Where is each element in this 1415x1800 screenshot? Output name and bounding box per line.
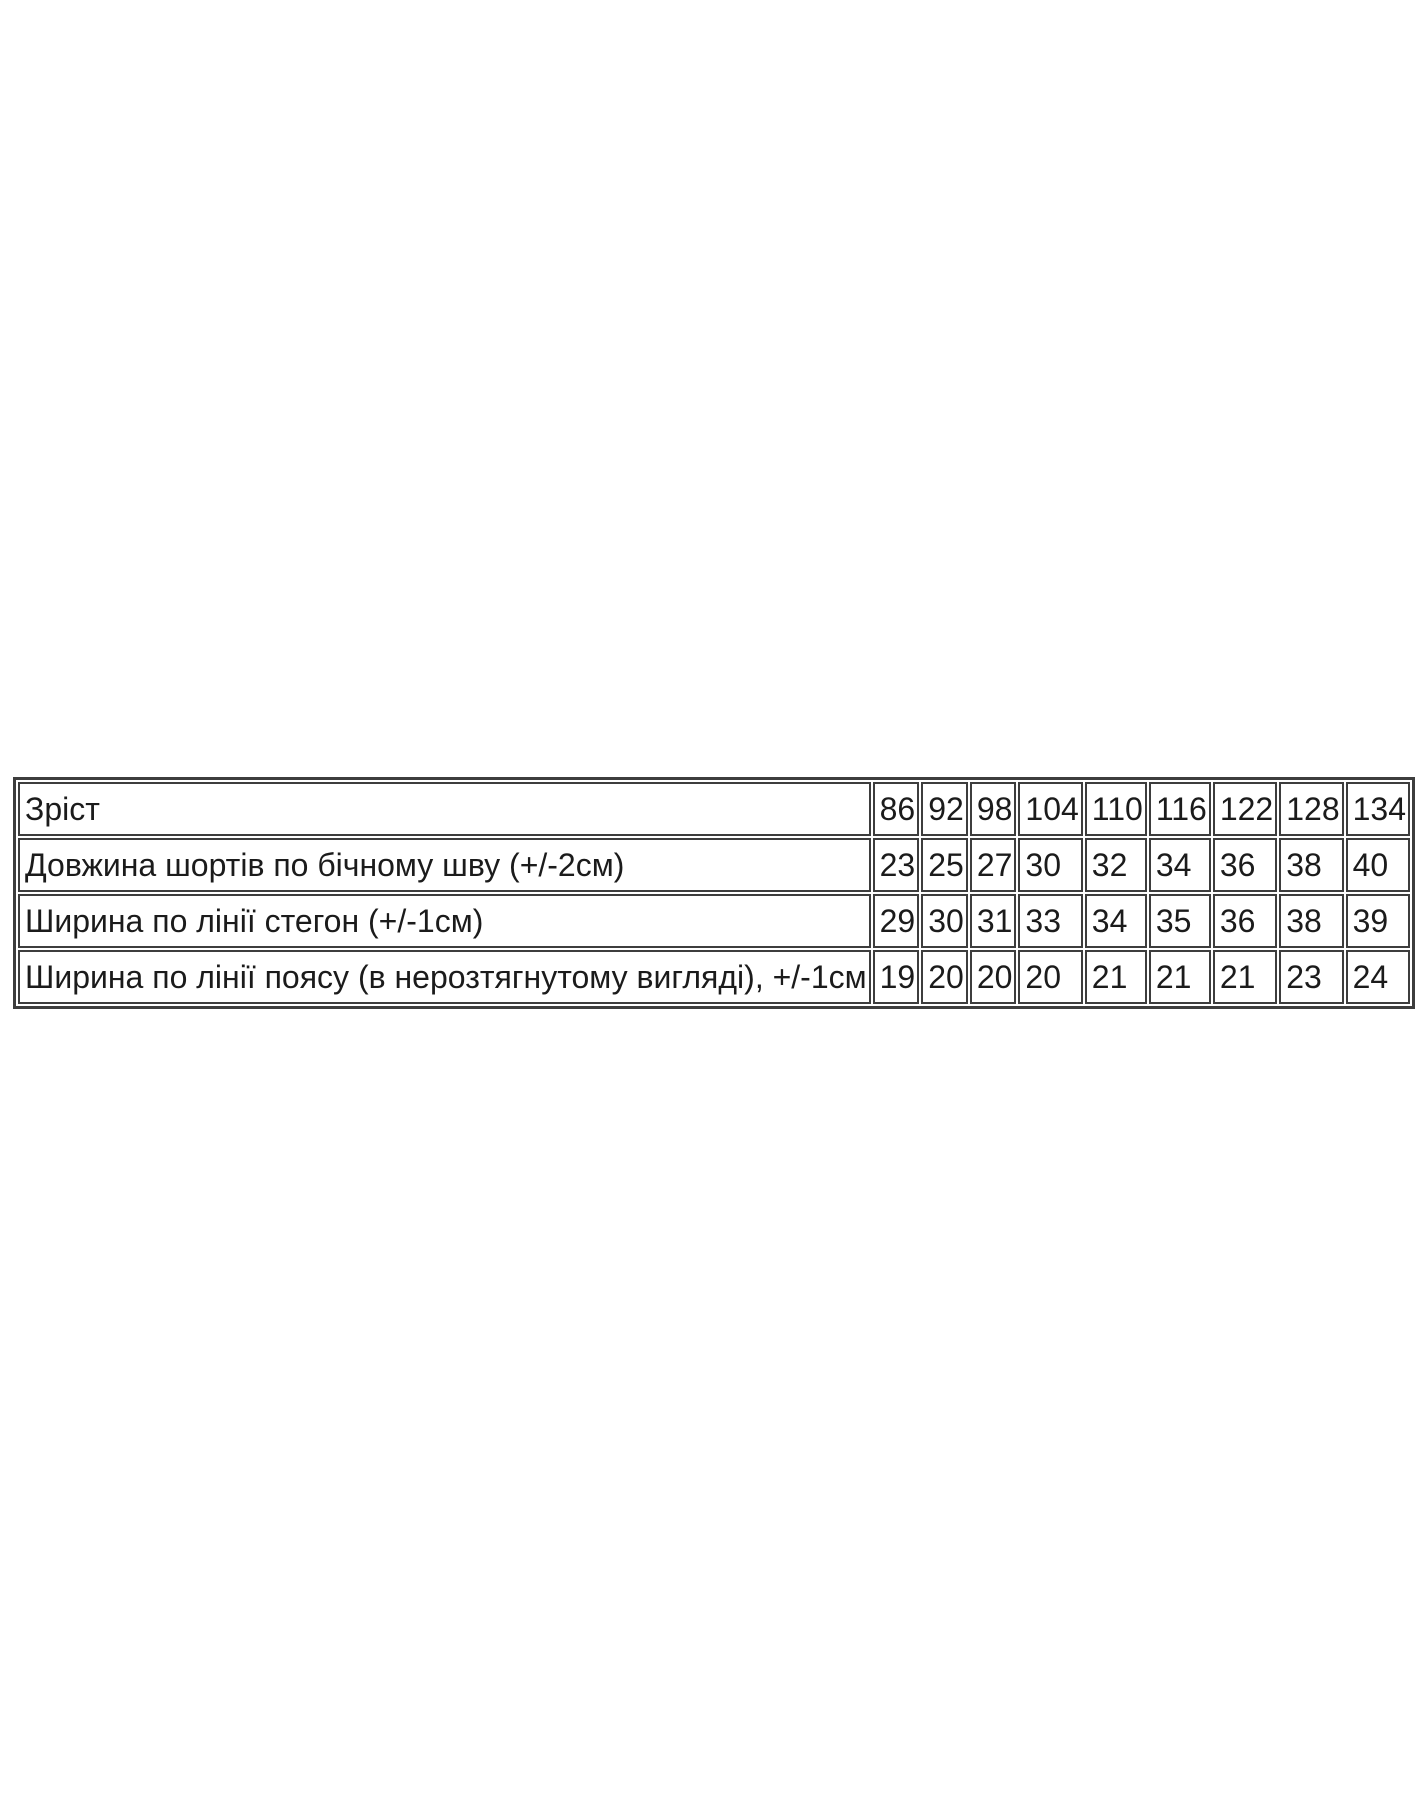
table-cell: 19 xyxy=(873,950,920,1004)
table-cell: 35 xyxy=(1149,894,1211,948)
table-cell: 24 xyxy=(1346,950,1410,1004)
table-cell: 86 xyxy=(873,782,920,836)
table-cell: 23 xyxy=(873,838,920,892)
table-cell: 31 xyxy=(970,894,1017,948)
table-row xyxy=(18,838,1410,892)
table-cell: 110 xyxy=(1085,782,1147,836)
table-cell: 34 xyxy=(1149,838,1211,892)
table-cell: 39 xyxy=(1346,894,1410,948)
table-cell: 20 xyxy=(970,950,1017,1004)
table-cell: 29 xyxy=(873,894,920,948)
table-cell: 38 xyxy=(1279,894,1343,948)
table-cell: 116 xyxy=(1149,782,1211,836)
table-cell: 23 xyxy=(1279,950,1343,1004)
table-cell: 20 xyxy=(1018,950,1082,1004)
table-row xyxy=(18,894,1410,948)
table-cell: 27 xyxy=(970,838,1017,892)
table-cell: 134 xyxy=(1346,782,1410,836)
table-cell: 33 xyxy=(1018,894,1082,948)
table-cell: 128 xyxy=(1279,782,1343,836)
table-cell: 98 xyxy=(970,782,1017,836)
table-cell: 21 xyxy=(1085,950,1147,1004)
table-cell: 36 xyxy=(1213,894,1277,948)
size-table-container xyxy=(13,777,1415,1009)
table-cell: 30 xyxy=(921,894,968,948)
table-cell: 34 xyxy=(1085,894,1147,948)
size-table xyxy=(13,777,1415,1009)
row-label: Зріст xyxy=(18,782,871,836)
table-row xyxy=(18,950,1410,1004)
row-label: Довжина шортів по бічному шву (+/-2см) xyxy=(18,838,871,892)
table-cell: 38 xyxy=(1279,838,1343,892)
table-cell: 36 xyxy=(1213,838,1277,892)
table-cell: 21 xyxy=(1149,950,1211,1004)
table-cell: 30 xyxy=(1018,838,1082,892)
table-row-header xyxy=(18,782,1410,836)
table-cell: 21 xyxy=(1213,950,1277,1004)
row-label: Ширина по лінії стегон (+/-1см) xyxy=(18,894,871,948)
table-cell: 92 xyxy=(921,782,968,836)
row-label: Ширина по лінії поясу (в нерозтягнутому вигляді), +/-1см xyxy=(18,950,871,1004)
table-cell: 122 xyxy=(1213,782,1277,836)
table-cell: 32 xyxy=(1085,838,1147,892)
table-cell: 20 xyxy=(921,950,968,1004)
table-cell: 25 xyxy=(921,838,968,892)
table-cell: 40 xyxy=(1346,838,1410,892)
table-cell: 104 xyxy=(1018,782,1082,836)
